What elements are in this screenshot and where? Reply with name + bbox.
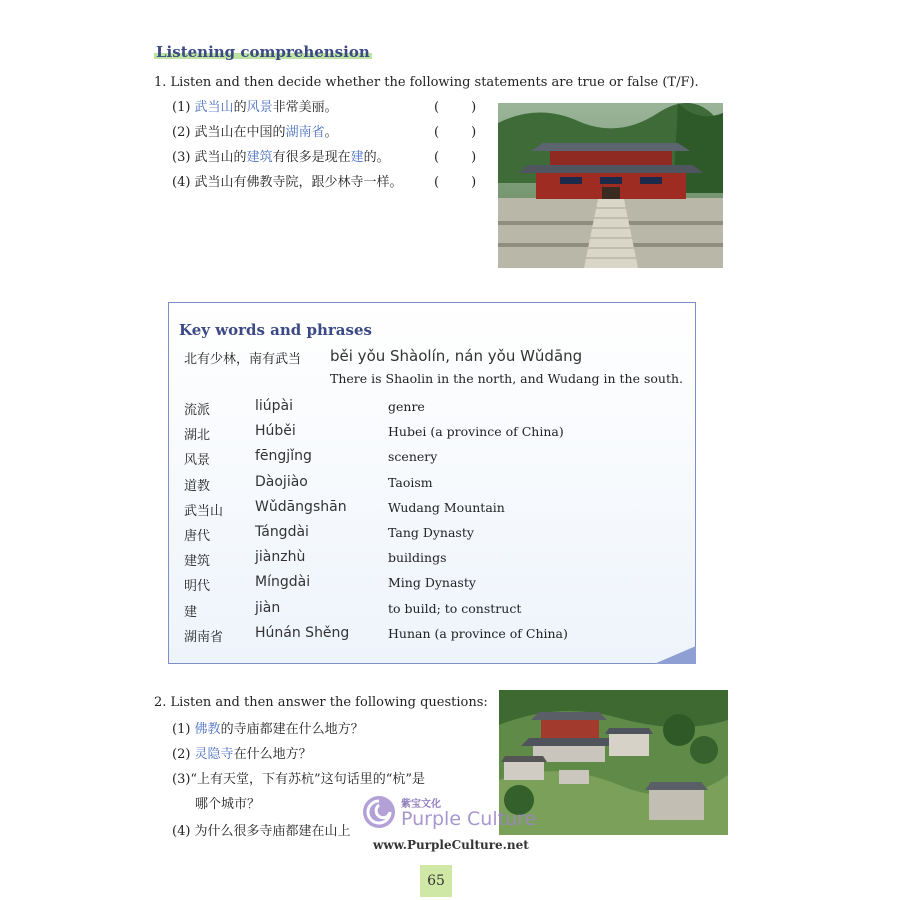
statement-row bbox=[172, 171, 403, 190]
vocab-pinyin: liúpài bbox=[255, 398, 294, 414]
vocab-pinyin: Dàojiào bbox=[255, 473, 308, 490]
question-text: 哪个城市？ bbox=[195, 797, 261, 812]
question-row bbox=[172, 743, 312, 762]
vocab-hanzi: 明代 bbox=[184, 579, 211, 595]
vocab-hanzi: 唐代 bbox=[184, 529, 211, 544]
vocab-pinyin: Húběi bbox=[255, 423, 296, 440]
vocab-highlight: 湖南省 bbox=[285, 125, 325, 140]
watermark-url: www.PurpleCulture.net bbox=[373, 838, 529, 852]
section-heading: Listening comprehension bbox=[156, 43, 370, 61]
vocab-hanzi: 武当山 bbox=[184, 503, 224, 519]
vocab-gloss: buildings bbox=[388, 550, 447, 566]
question-row bbox=[172, 718, 364, 737]
statement-text: 武当山的 bbox=[194, 150, 247, 165]
answer-blank[interactable]: ( ) bbox=[434, 175, 479, 190]
statement-row bbox=[172, 96, 338, 115]
statement-text: 非常美丽。 bbox=[272, 100, 338, 115]
question-1-title: 1. Listen and then decide whether the following statements are true or false (T/F). bbox=[154, 75, 699, 90]
vocab-gloss: Tang Dynasty bbox=[388, 525, 474, 540]
answer-blank[interactable]: ( ) bbox=[434, 100, 479, 115]
vocab-highlight: 灵隐寺 bbox=[194, 747, 234, 762]
vocab-hanzi: 道教 bbox=[184, 478, 211, 494]
purple-culture-logo bbox=[362, 795, 396, 829]
vocab-gloss: Hubei (a province of China) bbox=[388, 424, 564, 440]
question-text: 的寺庙都建在什么地方？ bbox=[220, 722, 364, 737]
page-curl-decoration bbox=[654, 646, 696, 664]
vocab-hanzi: 湖北 bbox=[184, 428, 211, 444]
question-row bbox=[172, 768, 425, 787]
question-row bbox=[172, 820, 351, 839]
vocab-pinyin: Tángdài bbox=[255, 524, 309, 540]
vocab-highlight: 武当山 bbox=[194, 100, 234, 115]
vocab-highlight: 风景 bbox=[246, 100, 273, 115]
vocab-hanzi: 风景 bbox=[184, 453, 211, 469]
vocab-gloss: to build; to construct bbox=[388, 600, 522, 616]
answer-blank[interactable]: ( ) bbox=[434, 150, 479, 165]
question-2-title: 2. Listen and then answer the following questions: bbox=[154, 695, 488, 710]
vocab-pinyin: jiànzhù bbox=[255, 549, 306, 566]
statement-text: 武当山在中国的 bbox=[194, 125, 286, 140]
statement-row bbox=[172, 121, 338, 140]
statement-text: 武当山有佛教寺院，跟少林寺一样。 bbox=[194, 175, 403, 190]
vocab-pinyin: Míngdài bbox=[255, 574, 311, 591]
key-words-title: Key words and phrases bbox=[179, 321, 372, 339]
vocab-hanzi: 流派 bbox=[184, 403, 211, 418]
vocab-gloss: genre bbox=[388, 399, 425, 414]
statement-number: (1) bbox=[172, 100, 195, 115]
statement-number: (4) bbox=[172, 175, 195, 190]
vocab-highlight: 建 bbox=[350, 150, 364, 165]
vocab-gloss: Wudang Mountain bbox=[388, 499, 505, 515]
vocab-pinyin: fēngjǐng bbox=[255, 448, 312, 465]
vocab-gloss: Taoism bbox=[388, 474, 433, 490]
key-words-box bbox=[168, 302, 696, 664]
answer-blank[interactable]: ( ) bbox=[434, 125, 479, 140]
temple-photo bbox=[498, 103, 723, 268]
question-text: (4) 为什么很多寺庙都建在山上 bbox=[172, 824, 351, 839]
statement-text: 有很多是现在 bbox=[272, 150, 351, 165]
question-text: (3)“上有天堂，下有苏杭”这句话里的“杭”是 bbox=[172, 772, 425, 787]
question-row bbox=[195, 793, 260, 812]
statement-row bbox=[172, 146, 390, 165]
vocab-highlight: 建筑 bbox=[246, 150, 273, 165]
vocab-hanzi: 建 bbox=[184, 604, 198, 620]
vocab-gloss: Hunan (a province of China) bbox=[388, 625, 568, 641]
statement-number: (3) bbox=[172, 150, 195, 165]
vocab-pinyin: Húnán Shěng bbox=[255, 624, 350, 641]
vocab-highlight: 佛教 bbox=[194, 722, 221, 737]
vocab-pinyin: jiàn bbox=[255, 599, 281, 616]
vocab-hanzi: 建筑 bbox=[184, 554, 211, 570]
vocab-gloss: Ming Dynasty bbox=[388, 575, 476, 591]
phrase-gloss: There is Shaolin in the north, and Wudang in the south. bbox=[330, 371, 684, 386]
question-text: 在什么地方？ bbox=[233, 747, 312, 762]
statement-number: (2) bbox=[172, 125, 195, 140]
page-number: 65 bbox=[420, 865, 452, 897]
statement-text: 的 bbox=[233, 100, 247, 115]
statement-text: 的。 bbox=[363, 150, 390, 165]
watermark-small-text: 紫宝文化 bbox=[401, 799, 441, 810]
phrase-hanzi: 北有少林，南有武当 bbox=[184, 352, 302, 367]
vocab-gloss: scenery bbox=[388, 449, 438, 465]
phrase-pinyin: běi yǒu Shàolín, nán yǒu Wǔdāng bbox=[330, 347, 583, 365]
vocab-pinyin: Wǔdāngshān bbox=[255, 498, 347, 515]
question-text: (1) bbox=[172, 722, 195, 737]
statement-text: 。 bbox=[324, 125, 338, 140]
watermark-brand: Purple Culture bbox=[401, 808, 537, 830]
vocab-hanzi: 湖南省 bbox=[184, 629, 224, 645]
question-text: (2) bbox=[172, 747, 195, 762]
